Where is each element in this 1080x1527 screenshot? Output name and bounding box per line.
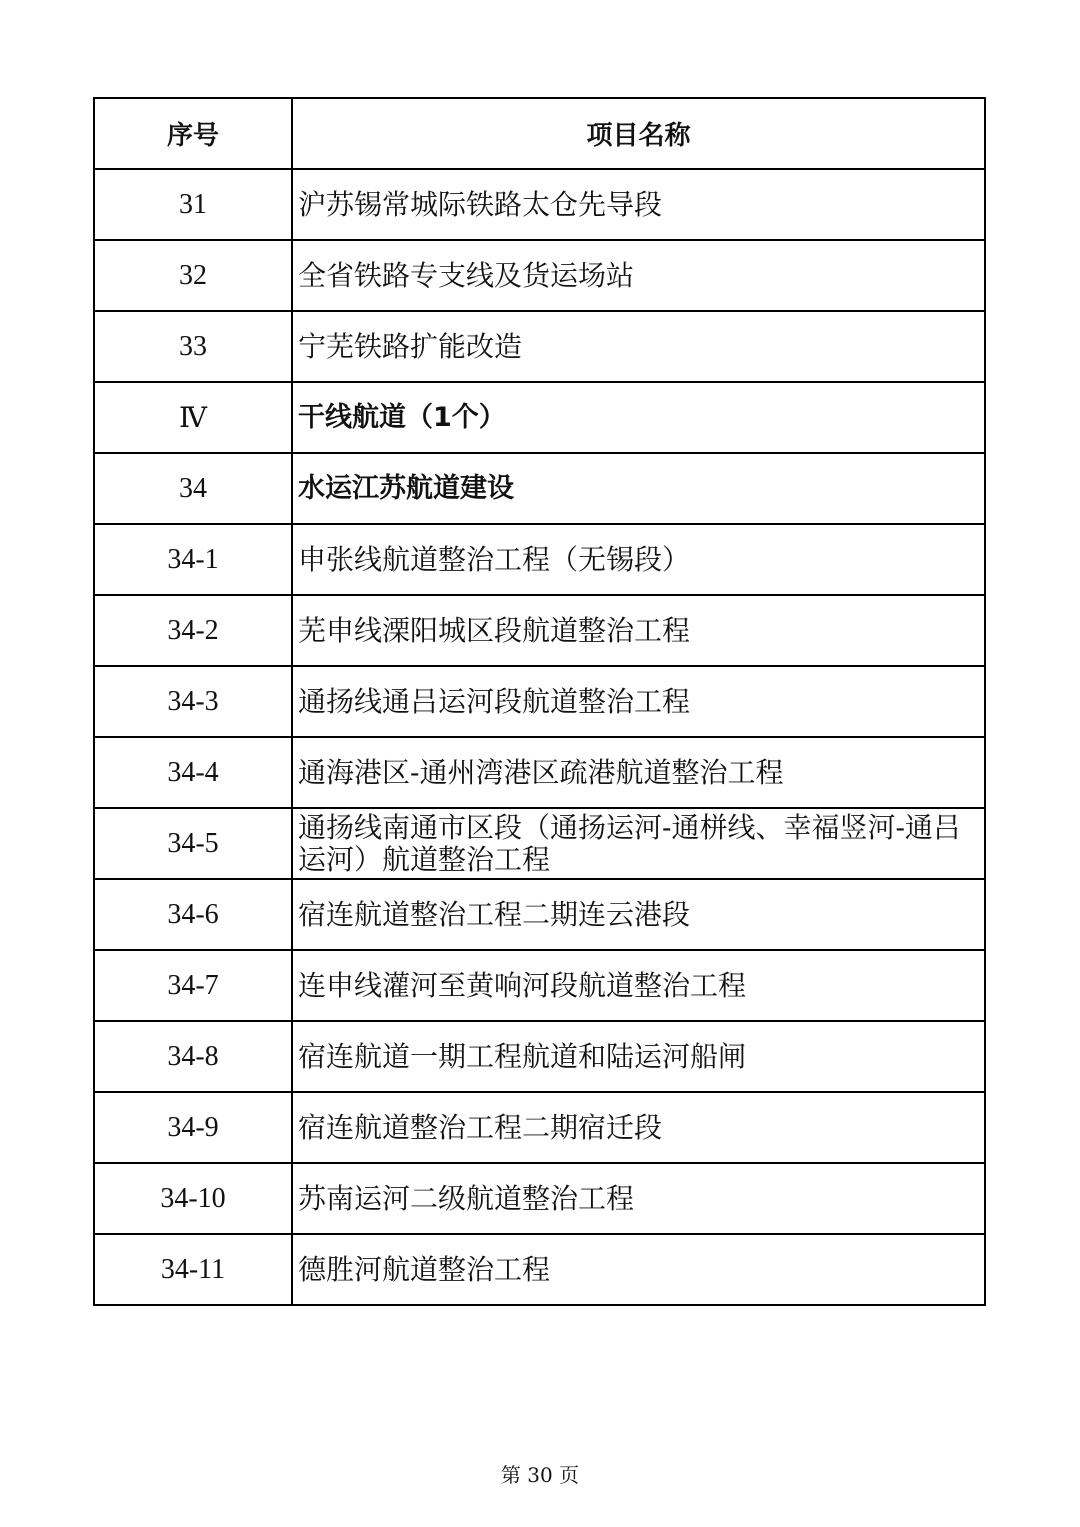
row-project-name: 通扬线通吕运河段航道整治工程: [292, 666, 985, 737]
table-row: [94, 1092, 985, 1163]
table-row: [94, 808, 985, 879]
header-name: 项目名称: [292, 98, 985, 169]
header-number: 序号: [94, 98, 292, 169]
table-row: [94, 1163, 985, 1234]
project-table: [93, 97, 986, 1306]
table-body: [94, 169, 985, 1305]
row-project-name: 宿连航道整治工程二期连云港段: [292, 879, 985, 950]
row-number: 34-3: [94, 666, 292, 737]
row-number: 34-6: [94, 879, 292, 950]
row-project-name: 干线航道（1个）: [292, 382, 985, 453]
row-project-name: 德胜河航道整治工程: [292, 1234, 985, 1305]
table-row: [94, 240, 985, 311]
row-project-name: 水运江苏航道建设: [292, 453, 985, 524]
row-number: 34-5: [94, 808, 292, 879]
table-row: [94, 1021, 985, 1092]
row-number: 34: [94, 453, 292, 524]
row-number: 34-1: [94, 524, 292, 595]
table-row: [94, 524, 985, 595]
row-project-name: 连申线灌河至黄响河段航道整治工程: [292, 950, 985, 1021]
row-project-name: 沪苏锡常城际铁路太仓先导段: [292, 169, 985, 240]
row-number: 34-8: [94, 1021, 292, 1092]
row-number: 32: [94, 240, 292, 311]
row-number: 34-11: [94, 1234, 292, 1305]
table-row: [94, 453, 985, 524]
row-project-name: 苏南运河二级航道整治工程: [292, 1163, 985, 1234]
row-project-name: 全省铁路专支线及货运场站: [292, 240, 985, 311]
row-number: 34-9: [94, 1092, 292, 1163]
table-row: [94, 879, 985, 950]
row-project-name: 通扬线南通市区段（通扬运河-通栟线、幸福竖河-通吕运河）航道整治工程: [292, 808, 985, 879]
table-row: [94, 1234, 985, 1305]
table-header-row: [94, 98, 985, 169]
row-project-name: 通海港区-通州湾港区疏港航道整治工程: [292, 737, 985, 808]
row-project-name: 申张线航道整治工程（无锡段）: [292, 524, 985, 595]
row-project-name: 芜申线溧阳城区段航道整治工程: [292, 595, 985, 666]
row-number: 33: [94, 311, 292, 382]
row-number: 31: [94, 169, 292, 240]
page-number: 第 30 页: [500, 1463, 580, 1487]
row-number: 34-10: [94, 1163, 292, 1234]
table-row: [94, 382, 985, 453]
row-number: 34-4: [94, 737, 292, 808]
row-number: Ⅳ: [94, 382, 292, 453]
row-number: 34-7: [94, 950, 292, 1021]
row-project-name: 宁芜铁路扩能改造: [292, 311, 985, 382]
table-row: [94, 950, 985, 1021]
row-project-name: 宿连航道整治工程二期宿迁段: [292, 1092, 985, 1163]
table-row: [94, 595, 985, 666]
table-row: [94, 311, 985, 382]
row-project-name: 宿连航道一期工程航道和陆运河船闸: [292, 1021, 985, 1092]
table-row: [94, 666, 985, 737]
row-number: 34-2: [94, 595, 292, 666]
table-row: [94, 169, 985, 240]
table-row: [94, 737, 985, 808]
